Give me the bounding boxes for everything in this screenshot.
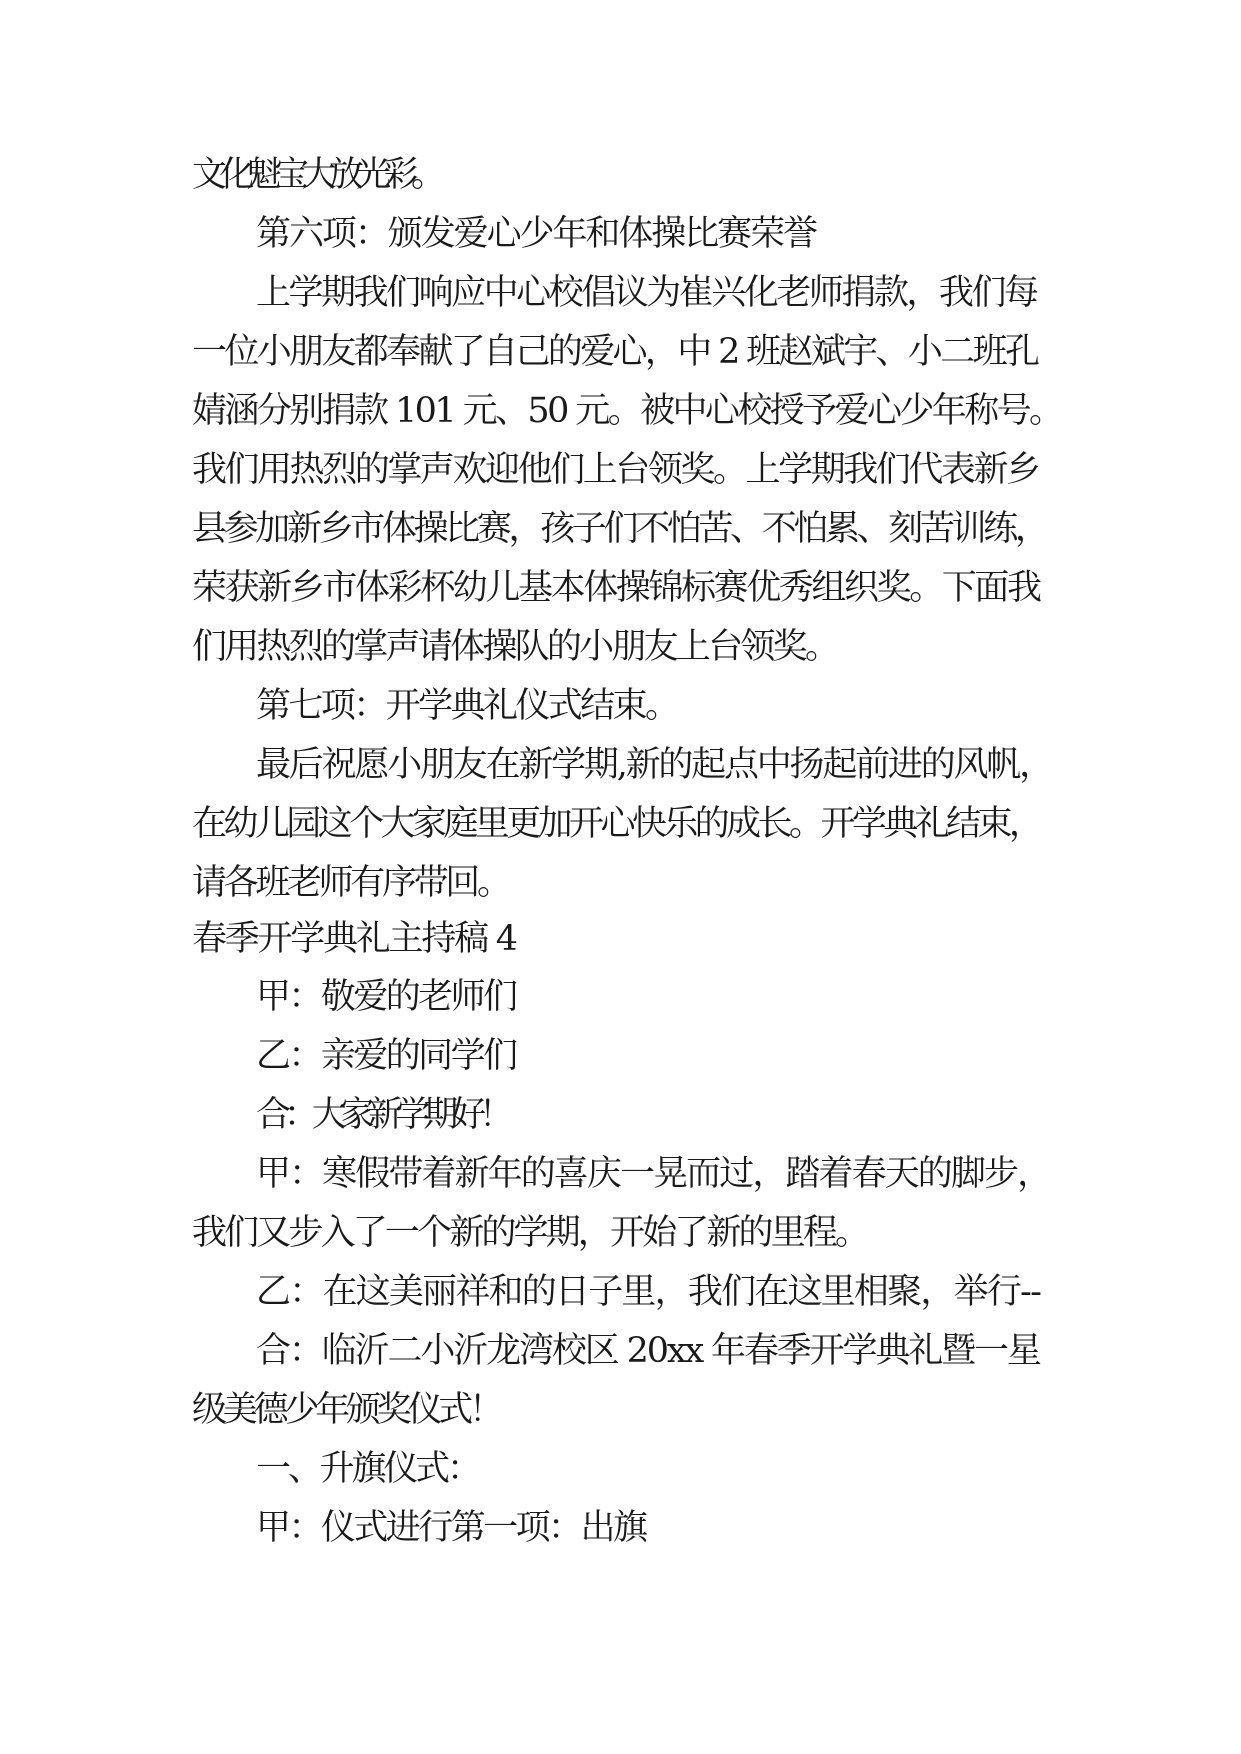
text-line-paragraph: 最后祝愿小朋友在新学期,新的起点中扬起前进的风帆， xyxy=(256,745,1052,785)
text-line-dialogue: 合：大家新学期好！ xyxy=(256,1095,507,1135)
text-line-dialogue: 级美德少年颁奖仪式！ xyxy=(192,1390,500,1430)
text-line-subheading: 一、升旗仪式： xyxy=(256,1449,479,1489)
text-line-paragraph: 一位小朋友都奉献了自己的爱心，中 2 班赵斌宇、小二班孔 xyxy=(192,332,1038,372)
text-line-dialogue: 甲：寒假带着新年的喜庆一晃而过，踏着春天的脚步， xyxy=(256,1154,1051,1194)
text-line-paragraph: 婧涵分别捐款 101 元、50 元。被中心校授予爱心少年称号。 xyxy=(192,391,1062,431)
text-line-paragraph: 在幼儿园这个大家庭里更加开心快乐的成长。开学典礼结束， xyxy=(192,804,1041,844)
text-line-dialogue: 乙：亲爱的同学们 xyxy=(256,1036,516,1076)
text-line-paragraph: 们用热烈的掌声请体操队的小朋友上台领奖。 xyxy=(192,627,838,667)
text-line-paragraph: 荣获新乡市体彩杯幼儿基本体操锦标赛优秀组织奖。下面我 xyxy=(192,568,1040,608)
text-line-dialogue: 甲：仪式进行第一项：出旗 xyxy=(256,1508,646,1548)
text-line-dialogue: 乙：在这美丽祥和的日子里，我们在这里相聚，举行-- xyxy=(256,1272,1041,1312)
text-line-dialogue: 甲：敬爱的老师们 xyxy=(256,977,516,1017)
text-line-item-7-heading: 第七项：开学典礼仪式结束。 xyxy=(256,686,678,726)
text-line-paragraph: 我们用热烈的掌声欢迎他们上台领奖。上学期我们代表新乡 xyxy=(192,450,1039,490)
section-title: 春季开学典礼主持稿 4 xyxy=(192,919,516,959)
text-line-dialogue: 合：临沂二小沂龙湾校区 20xx 年春季开学典礼暨一星 xyxy=(256,1331,1040,1371)
text-line-paragraph: 上学期我们响应中心校倡议为崔兴化老师捐款，我们每 xyxy=(256,273,1037,313)
text-line-paragraph: 请各班老师有序带回。 xyxy=(192,863,509,903)
text-line-item-6-heading: 第六项：颁发爱心少年和体操比赛荣誉 xyxy=(256,214,816,254)
text-line-paragraph: 县参加新乡市体操比赛，孩子们不怕苦、不怕累、刻苦训练， xyxy=(192,509,1047,549)
text-line-continuation: 文化魁宝大放光彩。 xyxy=(192,155,439,195)
text-line-dialogue: 我们又步入了一个新的学期，开始了新的里程。 xyxy=(192,1213,868,1253)
